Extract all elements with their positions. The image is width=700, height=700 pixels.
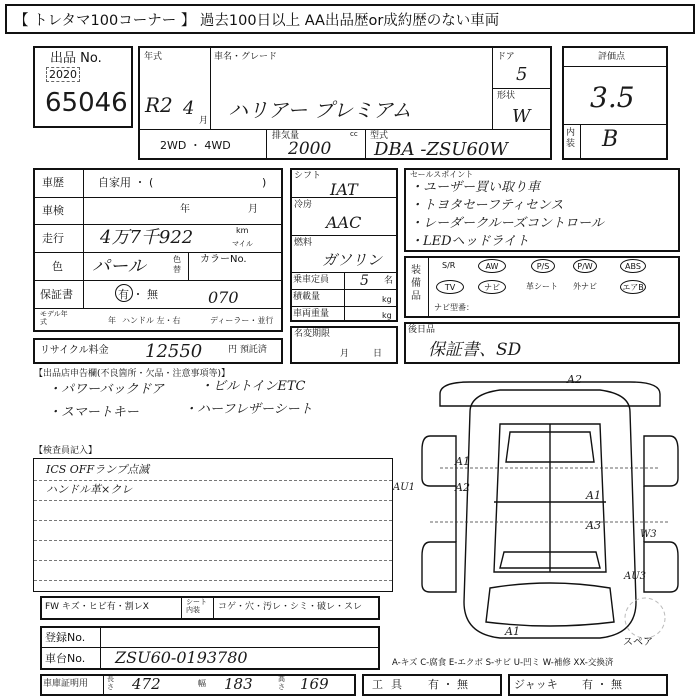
equip-tv-text: TV [444,282,456,292]
month-value: 4 [183,98,195,119]
tools-label: 工具 [372,678,410,691]
length-label: 長さ [107,675,114,691]
equip-navi [478,280,506,294]
damage-mark-a1-left: A1 [455,455,470,468]
doors-value: 5 [516,64,528,85]
jack-label: ジャッキ [514,678,558,691]
fw-label: FW キズ・ヒビ有・割レX [45,602,149,612]
warranty-label: 保証書 [40,288,73,301]
shift-value: IAT [330,180,358,199]
seat-label: シート内装 [186,598,207,615]
mileage-value: 4万7千922 [100,227,194,248]
history-close: ) [262,176,267,189]
width-value: 183 [224,675,253,693]
model-label: 型式 [370,131,389,141]
width-label: 幅 [198,679,206,688]
inspection-month-unit: 月 [248,204,258,215]
equip-tv [436,280,464,294]
entry-year-tag: 2020 [46,67,80,82]
cc-unit: cc [350,130,358,138]
fuel-label: 燃料 [294,238,313,248]
certificate-label: 車庫証明用 [43,679,89,689]
height-label: 高さ [278,675,285,691]
year-label: 年式 [144,52,163,62]
ac-label: 冷房 [294,200,313,210]
header-title: 【 トレタマ100コーナー 】 過去100日以上 AA出品歴or成約歴のない車両 [14,13,500,29]
shape-value: W [512,106,531,127]
handle-label: ハンドル 左・右 [122,316,181,325]
equip-airbag [620,280,646,294]
repaint-label: 色替 [173,255,181,274]
mile-unit: マイル [232,240,253,248]
model-value: DBA -ZSU60W [374,139,508,160]
recycle-unit: 円 預託済 [228,345,267,355]
deadline-label: 名変期限 [294,329,331,339]
car-name: ハリアー プレミアム [228,98,412,122]
displacement-label: 排気量 [272,131,300,141]
selling-point-1: ・ユーザー買い取り車 [410,180,541,195]
height-value: 169 [300,675,329,693]
deadline-unit: 月日 [340,349,407,359]
color-value: パール [92,256,146,277]
recycle-label: リサイクル料金 [40,345,109,356]
equipment-label: 装備品 [411,265,421,302]
mileage-label: 走行 [42,232,64,245]
equip-aw [478,259,506,273]
damage-legend: A-キズ C-腐食 E-エクボ S-サビ U-凹ミ W-補修 XX-交換済 [392,658,614,668]
damage-mark-a1-bottom: A1 [505,625,520,638]
drive-label: 2WD ・ 4WD [160,139,231,152]
weight-label: 車両重量 [293,309,330,319]
inspection-year-unit: 年 [180,204,190,215]
damage-mark-a2-mid: A2 [455,481,470,494]
model-year-label: モデル年式 [40,310,68,326]
equip-abs-text: ABS [625,261,641,271]
interior-value: B [602,127,619,152]
options-label: 【出品店申告欄(不良箇所・欠品・注意事項等)】 [34,369,231,379]
selling-point-2: ・トヨタセーフティセンス [410,198,564,213]
interior-label: 内装 [566,128,576,149]
equip-abs [620,259,646,273]
selling-point-3: ・レーダークルーズコントロール [410,216,604,231]
year-value: R2 [145,93,173,117]
selling-points-label: セールスポイント [410,170,474,179]
capacity-label: 乗車定員 [293,275,330,285]
weight-unit: kg [382,311,392,320]
warranty-options: 有 ・ 無 [118,288,158,301]
dealer-label: ディーラー・並行 [210,316,274,325]
damage-mark-a1-right: A1 [586,489,601,502]
entry-number-label: 出品 No. [50,51,102,66]
tools-value: 有 ・ 無 [428,678,468,691]
capacity-unit: 名 [384,276,394,286]
colorno-label: カラーNo. [200,254,247,265]
damage-mark-a2-top: A2 [567,373,582,386]
spare-label: スペア [623,637,653,648]
equip-ps-text: P/S [536,261,550,271]
inspector-note-2: ハンドル革×クレ [46,483,133,496]
equip-navi-text: ナビ [484,282,500,292]
chassis-value: ZSU60-0193780 [115,648,248,667]
seat-value: コゲ・穴・汚レ・シミ・破レ・スレ [218,602,363,612]
equip-pw [573,259,597,273]
equip-sr: S/R [442,261,456,270]
damage-mark-a3: A3 [586,519,601,532]
registration-label: 登録No. [45,631,86,644]
damage-mark-au1: AU1 [393,482,416,493]
fuel-value: ガソリン [322,251,383,269]
ac-value: AAC [326,213,362,232]
option-4: ・ハーフレザーシート [184,402,313,417]
chassis-label: 車台No. [45,652,86,665]
damage-mark-au3: AU3 [624,571,647,582]
option-1: ・パワーバックドア [48,382,164,397]
equip-pw-text: P/W [577,261,593,271]
load-label: 積載量 [293,292,321,302]
score-label: 評価点 [598,52,626,62]
option-2: ・ビルトインETC [200,379,306,394]
shift-label: シフト [294,171,322,181]
after-items-label: 後日品 [408,325,436,335]
equip-leather: 革シート [526,282,558,291]
after-items-value: 保証書、SD [428,340,522,360]
km-unit: km [236,226,249,235]
length-value: 472 [132,675,161,693]
model-year-unit: 年 [108,316,116,325]
month-unit: 月 [199,116,209,126]
shape-label: 形状 [497,91,516,101]
name-label: 車名・グレード [214,52,278,62]
navi-model-label: ナビ型番： [434,303,474,312]
car-damage-diagram [400,372,700,652]
score-value: 3.5 [590,81,635,114]
history-value: 自家用 ・ ( [98,176,154,189]
inspector-label: 【検査員記入】 [34,446,98,456]
capacity-value: 5 [360,273,369,289]
selling-point-4: ・LEDヘッドライト [410,234,530,249]
equip-airbag-text: エアB [622,282,644,292]
damage-mark-w3: W3 [640,529,657,540]
jack-value: 有 ・ 無 [582,678,622,691]
history-label: 車歴 [42,176,64,189]
equip-aw-text: AW [485,261,499,271]
inspection-label: 車検 [42,204,64,217]
equip-ext-navi: 外ナビ [573,282,597,291]
inspector-note-1: ICS OFFランプ点滅 [46,463,150,476]
entry-number: 65046 [45,88,128,118]
color-label: 色 [52,260,63,273]
load-unit: kg [382,295,392,304]
colorno-value: 070 [208,288,239,307]
inspector-box [33,458,393,592]
recycle-value: 12550 [145,341,203,362]
doors-label: ドア [497,52,515,62]
option-3: ・スマートキー [48,405,139,420]
warranty-yes-circle [115,284,133,302]
equip-ps [531,259,555,273]
displacement-value: 2000 [288,139,332,159]
